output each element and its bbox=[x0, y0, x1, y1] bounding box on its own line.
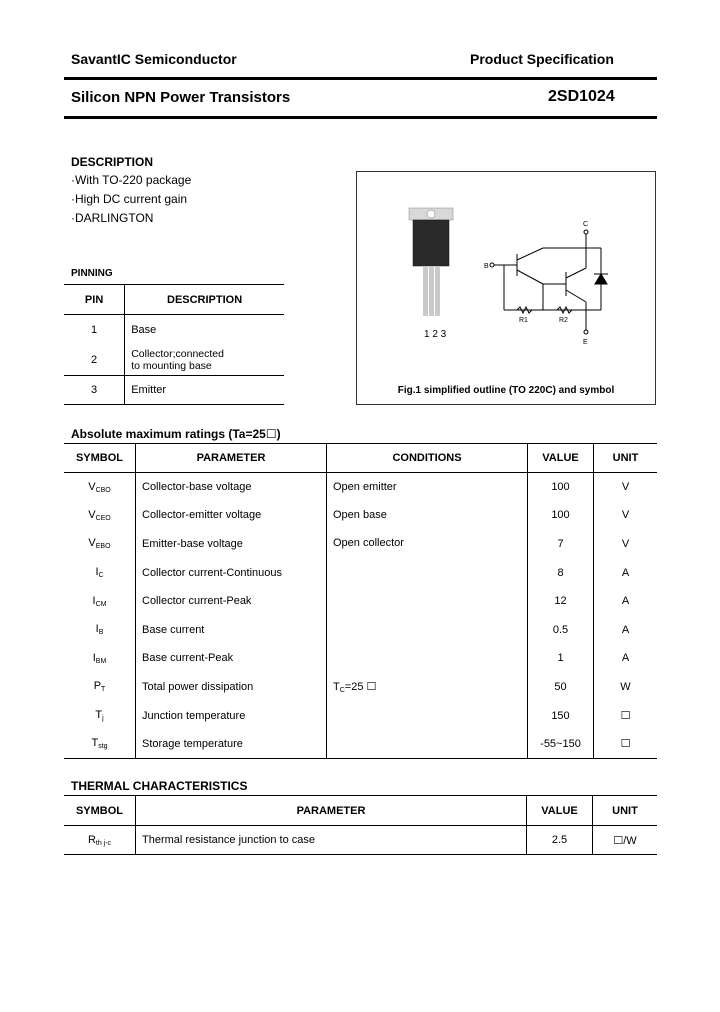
parameter-cell: Emitter-base voltage bbox=[136, 530, 327, 559]
value-cell: 100 bbox=[528, 501, 594, 530]
unit-cell: A bbox=[621, 652, 630, 665]
unit-cell: W bbox=[620, 680, 631, 693]
parameter-cell: Collector-base voltage bbox=[136, 473, 327, 502]
package-and-symbol-figure bbox=[357, 172, 655, 404]
value-cell: 8 bbox=[528, 558, 594, 587]
parameter-cell: Thermal resistance junction to case bbox=[136, 826, 527, 855]
emitter-label: E bbox=[583, 339, 588, 346]
unit-cell: A bbox=[621, 566, 630, 579]
col-unit: UNIT bbox=[612, 452, 639, 464]
table-row bbox=[64, 473, 657, 502]
value-cell: 50 bbox=[528, 673, 594, 702]
darlington-symbol bbox=[494, 232, 608, 330]
col-value: VALUE bbox=[528, 444, 594, 473]
value-cell: -55~150 bbox=[528, 730, 594, 759]
table-row bbox=[64, 558, 657, 587]
table-header-row bbox=[64, 285, 284, 315]
symbol-cell: $V_{CEO}$ bbox=[64, 501, 136, 530]
r2-label: R2 bbox=[559, 317, 568, 324]
col-description: DESCRIPTION bbox=[167, 293, 243, 306]
symbol-cell: $R_{th j-c}$ bbox=[64, 826, 136, 855]
value-cell: 7 bbox=[528, 530, 594, 559]
value-cell: 0.5 bbox=[528, 615, 594, 644]
pinning-title: PINNING bbox=[71, 268, 113, 279]
conditions-cell: Open emitter bbox=[327, 473, 528, 502]
unit-cell: A bbox=[621, 623, 630, 636]
col-parameter: PARAMETER bbox=[136, 444, 327, 473]
description-title: DESCRIPTION bbox=[71, 155, 154, 169]
abs-max-title: Absolute maximum ratings (Ta=25☐) bbox=[71, 427, 281, 441]
thermal-title: THERMAL CHARACTERISTICS bbox=[71, 779, 248, 793]
col-unit: UNIT bbox=[612, 804, 638, 817]
unit-cell: A bbox=[621, 595, 630, 608]
unit-cell: V bbox=[621, 537, 630, 550]
symbol-cell: $I_{BM}$ bbox=[64, 644, 136, 673]
description-item: ·High DC current gain bbox=[71, 192, 188, 206]
parameter-cell: Total power dissipation bbox=[136, 673, 327, 702]
pin-number: 2 bbox=[64, 346, 125, 376]
value-cell: 1 bbox=[528, 644, 594, 673]
table-row bbox=[64, 530, 657, 559]
pin-description: Collector;connected to mounting base bbox=[131, 348, 224, 373]
symbol-cell: $P_T$ bbox=[64, 673, 136, 702]
conditions-cell: Open base bbox=[327, 501, 528, 530]
pin-number: 1 bbox=[64, 315, 125, 346]
symbol-cell: $I_B$ bbox=[64, 615, 136, 644]
description-list bbox=[71, 171, 191, 228]
abs-max-table bbox=[64, 443, 657, 759]
col-pin: PIN bbox=[64, 285, 125, 315]
unit-cell: V bbox=[621, 509, 630, 522]
company-name: SavantIC Semiconductor bbox=[71, 51, 237, 67]
parameter-cell: Collector-emitter voltage bbox=[136, 501, 327, 530]
parameter-cell: Base current bbox=[136, 615, 327, 644]
unit-cell: V bbox=[621, 481, 630, 494]
col-value: VALUE bbox=[527, 796, 593, 826]
description-item: ·With TO-220 package bbox=[71, 173, 192, 187]
table-row bbox=[64, 615, 657, 644]
description-item: ·DARLINGTON bbox=[71, 211, 154, 225]
parameter-cell: Base current-Peak bbox=[136, 644, 327, 673]
table-row bbox=[64, 315, 284, 346]
pin-number: 3 bbox=[64, 376, 125, 405]
symbol-cell: $T_j$ bbox=[64, 701, 136, 730]
figure-box bbox=[356, 171, 656, 405]
unit-cell: ☐/W bbox=[613, 834, 637, 847]
table-row bbox=[64, 701, 657, 730]
pinning-table bbox=[64, 284, 284, 405]
symbol-cell: $I_C$ bbox=[64, 558, 136, 587]
col-symbol: SYMBOL bbox=[64, 796, 136, 826]
to220-package-image bbox=[409, 208, 453, 316]
table-header-row bbox=[64, 796, 657, 826]
parameter-cell: Collector current-Peak bbox=[136, 587, 327, 616]
conditions-cell bbox=[327, 587, 528, 616]
parameter-cell: Junction temperature bbox=[136, 701, 327, 730]
unit-cell: ☐ bbox=[620, 710, 631, 723]
table-row bbox=[64, 376, 284, 405]
collector-label: C bbox=[583, 221, 589, 228]
pin-numbers-label: 1 2 3 bbox=[424, 329, 447, 340]
table-row bbox=[64, 826, 657, 855]
header-rule-bottom bbox=[64, 116, 657, 119]
symbol-cell: $T_{stg}$ bbox=[64, 730, 136, 759]
conditions-cell bbox=[327, 644, 528, 673]
conditions-cell bbox=[327, 701, 528, 730]
conditions-cell: $T_C=25$ ☐ bbox=[327, 673, 528, 702]
product-line: Silicon NPN Power Transistors bbox=[71, 89, 291, 106]
pin-description: Base bbox=[131, 324, 157, 337]
conditions-cell: Open collector bbox=[327, 530, 528, 559]
base-label: B bbox=[484, 263, 489, 270]
symbol-cell: $V_{CBO}$ bbox=[64, 473, 136, 502]
table-row bbox=[64, 501, 657, 530]
table-row bbox=[64, 644, 657, 673]
r1-label: R1 bbox=[519, 317, 528, 324]
value-cell: 2.5 bbox=[527, 826, 593, 855]
table-row bbox=[64, 587, 657, 616]
figure-caption: Fig.1 simplified outline (TO 220C) and symbol bbox=[397, 385, 615, 396]
header-rule-top bbox=[64, 77, 657, 80]
conditions-cell bbox=[327, 730, 528, 759]
doc-type: Product Specification bbox=[470, 51, 614, 67]
symbol-cell: $I_{CM}$ bbox=[64, 587, 136, 616]
unit-cell: ☐ bbox=[620, 738, 631, 751]
table-row bbox=[64, 673, 657, 702]
part-number: 2SD1024 bbox=[548, 88, 615, 105]
table-header-row bbox=[64, 444, 657, 473]
pin-description: Emitter bbox=[131, 384, 167, 396]
parameter-cell: Collector current-Continuous bbox=[136, 558, 327, 587]
conditions-cell bbox=[327, 615, 528, 644]
conditions-cell bbox=[327, 558, 528, 587]
symbol-cell: $V_{EBO}$ bbox=[64, 530, 136, 559]
table-row bbox=[64, 346, 284, 376]
col-conditions: CONDITIONS bbox=[327, 444, 528, 473]
value-cell: 12 bbox=[528, 587, 594, 616]
value-cell: 150 bbox=[528, 701, 594, 730]
col-parameter: PARAMETER bbox=[136, 796, 527, 826]
parameter-cell: Storage temperature bbox=[136, 730, 327, 759]
table-row bbox=[64, 730, 657, 759]
col-symbol: SYMBOL bbox=[64, 444, 136, 473]
thermal-table bbox=[64, 795, 657, 855]
value-cell: 100 bbox=[528, 473, 594, 502]
